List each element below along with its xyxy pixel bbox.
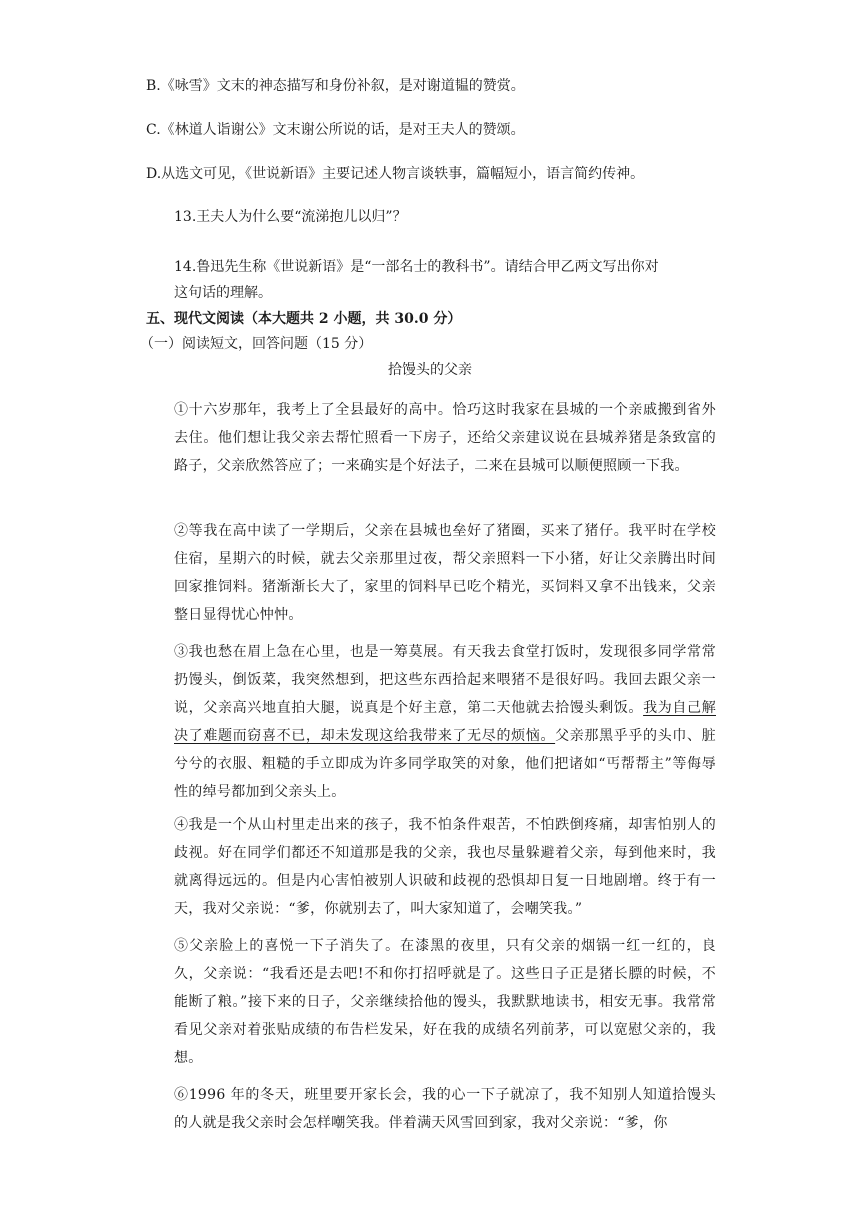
question-13: 13.王夫人为什么要“流涕抱儿以归”？	[174, 209, 407, 225]
question-14-line2: 这句话的理解。	[174, 285, 272, 301]
paragraph-1: ①十六岁那年，我考上了全县最好的高中。恰巧这时我家在县城的一个亲戚搬到省外去住。他们想让我父亲去帮忙照看一下房子，还给父亲建议说在县城养猪是条致富的路子，父亲欣然答应了；一来确实是个好法子，二来在县城可以顺便照顾一下我。	[174, 402, 716, 474]
section-heading: 五、现代文阅读（本大题共 2 小题，共 30.0 分）	[146, 311, 462, 327]
paragraph-5: ⑤父亲脸上的喜悦一下子消失了。在漆黑的夜里，只有父亲的烟锅一红一红的，良久，父亲说：“我看还是去吧!不和你打招呼就是了。这些日子正是猪长膘的时候，不能断了粮。”接下来的日子，父亲继续拾他的馒头，我默默地读书，相安无事。我常常看见父亲对着张贴成绩的布告栏发呆，好在我的成绩名列前茅，可以宽慰父亲的，我想。	[174, 938, 716, 1066]
paragraph-2: ②等我在高中读了一学期后，父亲在县城也垒好了猪圈，买来了猪仔。我平时在学校住宿，星期六的时候，就去父亲那里过夜，帮父亲照料一下小猪，好让父亲腾出时间回家推饲料。猪渐渐长大了，家里的饲料早已吃个精光，买饲料又拿不出钱来，父亲整日显得忧心忡忡。	[174, 523, 716, 623]
section-subheading: （一）阅读短文，回答问题（15 分）	[140, 336, 373, 352]
question-14-line1: 14.鲁迅先生称《世说新语》是“一部名士的教科书”。请结合甲乙两文写出你对	[174, 259, 659, 275]
paragraph-4: ④我是一个从山村里走出来的孩子，我不怕条件艰苦，不怕跌倒疼痛，却害怕别人的歧视。好在同学们都还不知道那是我的父亲，我也尽量躲避着父亲，每到他来时，我就离得远远的。但是内心害怕被别人识破和歧视的恐惧却日复一日地剧增。终于有一天，我对父亲说：“爹，你就别去了，叫大家知道了，会嘲笑我。”	[174, 817, 716, 917]
paragraph-6: ⑥1996 年的冬天，班里要开家长会，我的心一下子就凉了，我不知别人知道拾馒头的人就是我父亲时会怎样嘲笑我。伴着满天风雪回到家，我对父亲说：“爹，你	[174, 1087, 716, 1131]
article-title: 拾馒头的父亲	[388, 362, 472, 378]
option-c: C.《林道人诣谢公》文末谢公所说的话，是对王夫人的赞颂。	[146, 122, 525, 138]
paragraph-3-underlined-sentence: 我为自己解决了难题而窃喜不已，却未发现这给我带来了无尽的烦恼。	[174, 700, 716, 744]
option-d: D.从选文可见，《世说新语》主要记述人物言谈轶事，篇幅短小，语言简约传神。	[146, 166, 645, 182]
option-b: B.《咏雪》文末的神态描写和身份补叙，是对谢道韫的赞赏。	[146, 78, 525, 94]
paragraph-3-text-before: ③我也愁在眉上急在心里，也是一筹莫展。有天我去食堂打饭时，发现很多同学常常扔馒头，倒饭菜，我突然想到，把这些东西拾起来喂猪不是很好吗。我回去跟父亲一说，父亲高兴地直拍大腿，说真是个好主意，第二天他就去拾馒头剩饭。	[174, 644, 716, 716]
paragraph-3	[174, 638, 716, 806]
paragraph-3-text-after: 父亲那黑乎乎的头巾、脏兮兮的衣服、粗糙的手立即成为许多同学取笑的对象，他们把诸如“丐帮帮主”等侮辱性的绰号都加到父亲头上。	[174, 728, 716, 800]
